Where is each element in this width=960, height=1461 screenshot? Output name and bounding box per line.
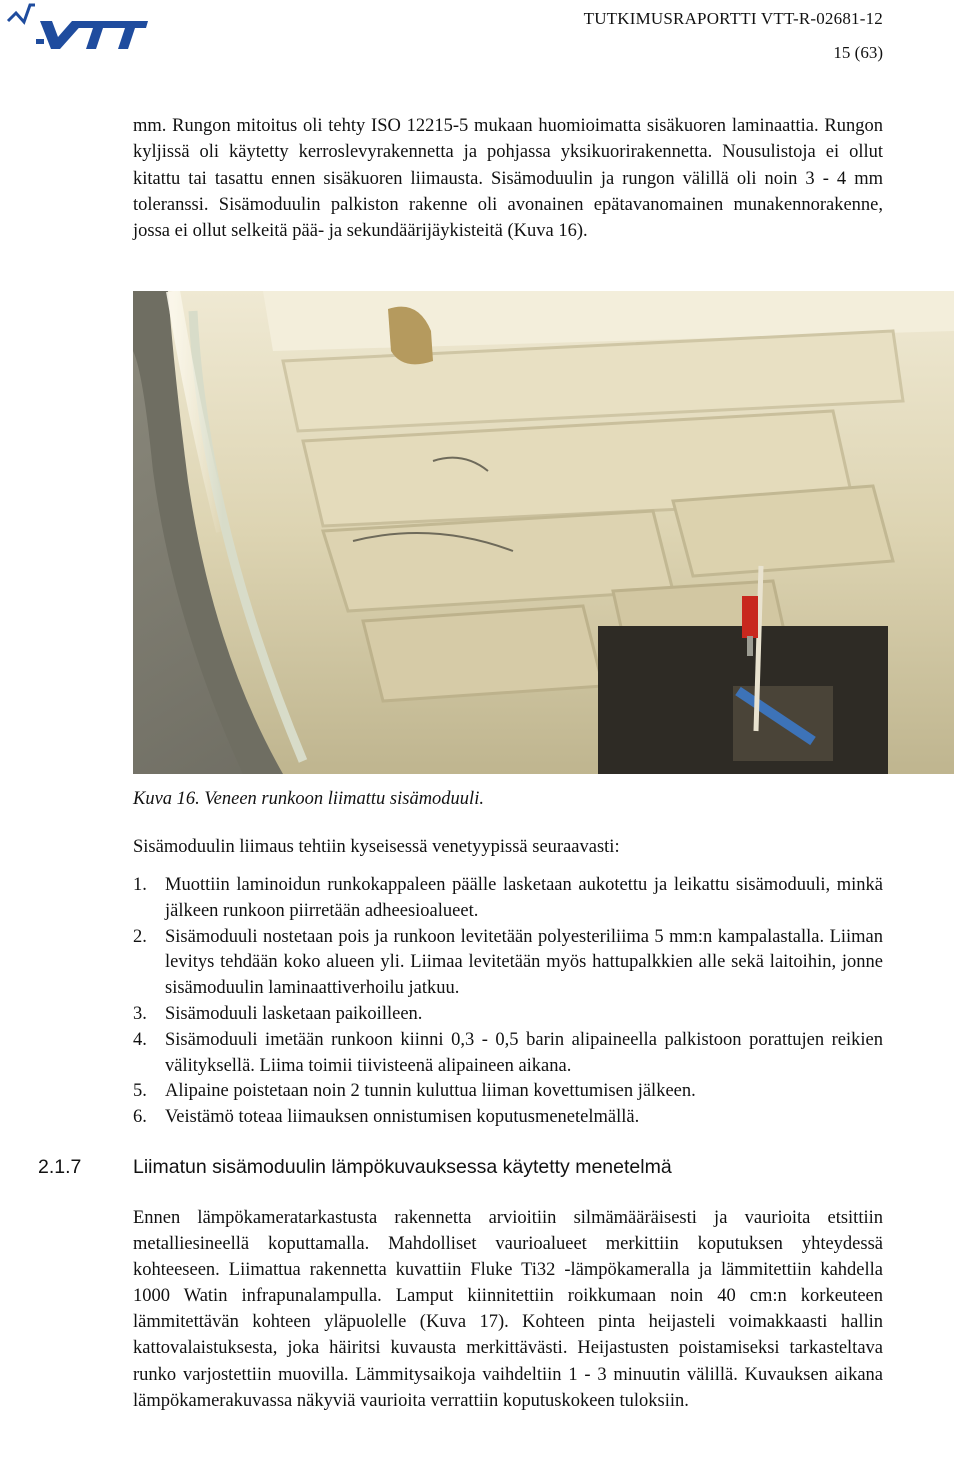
section-number: 2.1.7 — [38, 1156, 82, 1178]
step-text: Veistämö toteaa liimauksen onnistumisen koputusmenetelmällä. — [165, 1107, 640, 1128]
body-paragraph-1: mm. Rungon mitoitus oli tehty ISO 12215-5 mukaan huomioimatta sisäkuoren laminaattia. Rungon kyljissä oli käytetty kerroslevyrakennetta ja pohjassa yksikuorirakennetta. Nousulistoja ei ollut kitattu tai tasattu ennen sisäkuoren liimausta. Sisämoduulin ja rungon välillä oli noin 3 - 4 mm toleranssi. Sisämoduulin palkiston rakenne oli avonainen epätavanomainen munakennorakenne, jossa ei ollut selkeitä pää- ja sekundäärijäykisteitä (Kuva 16). — [133, 116, 883, 242]
list-item — [133, 1002, 883, 1028]
step-number: 5. — [133, 1081, 147, 1102]
steps-list — [133, 873, 883, 1131]
step-text: Sisämoduuli lasketaan paikoilleen. — [165, 1003, 423, 1024]
step-text: Alipaine poistetaan noin 2 tunnin kuluttua liiman kovettumisen jälkeen. — [165, 1081, 696, 1102]
list-item — [133, 1028, 883, 1080]
step-text: Sisämoduuli nostetaan pois ja runkoon levitetään polyesteriliima 5 mm:n kampalastalla. Liiman levitys tehdään koko alueen yli. Liimaa levitetään myös hattupalkkien alle sekä laitoihin, jonne sisämoduulin laminaattiverhoilu jatkuu. — [165, 926, 883, 999]
step-number: 6. — [133, 1107, 147, 1128]
step-text: Sisämoduuli imetään runkoon kiinni 0,3 - 0,5 barin alipaineella palkistoon porattujen reikien välityksellä. Liima toimii tiivisteenä alipaineen aikana. — [165, 1029, 883, 1076]
list-item — [133, 1105, 883, 1131]
figure-caption: Kuva 16. Veneen runkoon liimattu sisämoduuli. — [133, 789, 484, 809]
steps-intro: Sisämoduulin liimaus tehtiin kyseisessä venetyypissä seuraavasti: — [133, 837, 620, 857]
vtt-logo — [6, 3, 148, 51]
step-number: 3. — [133, 1003, 147, 1024]
step-number: 4. — [133, 1029, 147, 1050]
report-id: TUTKIMUSRAPORTTI VTT-R-02681-12 — [583, 9, 883, 28]
step-number: 1. — [133, 875, 147, 895]
list-item — [133, 1079, 883, 1105]
list-item — [133, 873, 883, 925]
boat-inner-module-photo — [133, 291, 954, 774]
step-text: Muottiin laminoidun runkokappaleen päälle lasketaan aukotettu ja leikattu sisämoduuli, minkä jälkeen runkoon piirretään adheesioalueet. — [165, 875, 883, 921]
body-paragraph-2: Ennen lämpökameratarkastusta rakennetta arvioitiin silmämääräisesti ja vaurioita etsittiin metalliesineellä koputtamalla. Mahdolliset vaurioalueet merkittiin koputuksen yhteydessä kohteeseen. Liimattua rakennetta kuvattiin Fluke Ti32 -lämpökameralla ja lämmitettiin kahdella 1000 Watin infrapunalampulla. Lamput kiinnitettiin roikkumaan noin 40 cm:n korkeuteen lämmitettävän kohteen yläpuolelle (Kuva 17). Kohteen pinta heijasteli voimakkaasti hallin kattovalaistuksesta, joka häiritsi kuvausta merkittävästi. Heijastusten poistamiseksi tarkasteltava runko varjostettiin muovilla. Lämmitysaikoja vaihdeltiin 1 - 3 minuutin välillä. Kuvauksen aikana lämpökamerakuvassa näkyviä vaurioita verrattiin koputuskokeen tuloksiin. — [133, 1208, 883, 1411]
list-item — [133, 925, 883, 1002]
step-number: 2. — [133, 926, 147, 947]
page-number: 15 (63) — [833, 43, 883, 62]
section-title: Liimatun sisämoduulin lämpökuvauksessa käytetty menetelmä — [133, 1156, 672, 1178]
